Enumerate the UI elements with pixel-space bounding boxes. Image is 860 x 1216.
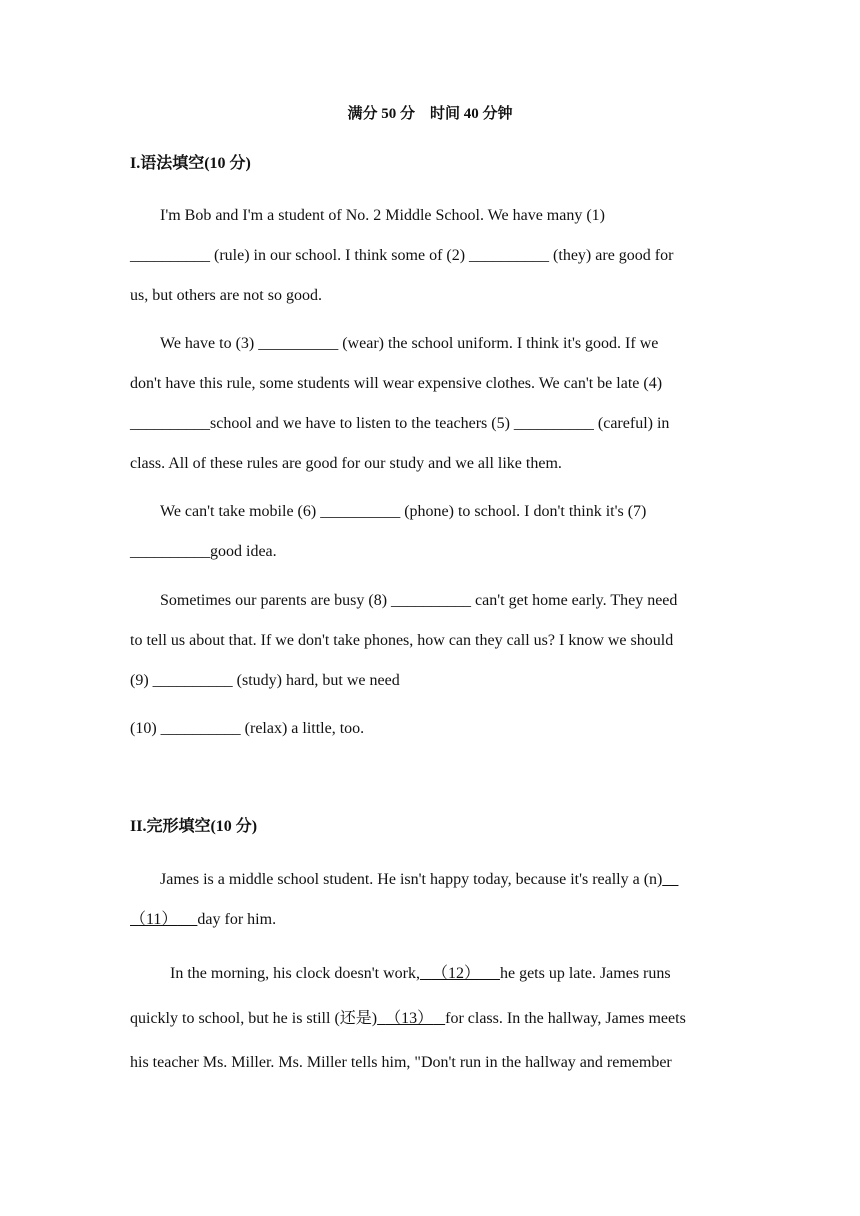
s1-line-11: to tell us about that. If we don't take phones, how can they call us? I know we should bbox=[130, 632, 674, 649]
s1-line-6: __________school and we have to listen to the teachers (5) __________ (careful) in bbox=[130, 415, 670, 432]
score-time-header: 满分 50 分 时间 40 分钟 bbox=[347, 106, 513, 122]
s2-p2-line-1-rest: he gets up late. James runs bbox=[499, 965, 671, 982]
blank-12-lead bbox=[420, 965, 432, 982]
s1-line-9: __________good idea. bbox=[130, 543, 277, 560]
s2-p2-line-1 bbox=[170, 964, 671, 984]
blank-11: （11） bbox=[130, 911, 178, 928]
s2-p2-line-3: his teacher Ms. Miller. Ms. Miller tells him, "Don't run in the hallway and remember bbox=[130, 1054, 672, 1071]
s1-line-12: (9) __________ (study) hard, but we need bbox=[130, 672, 400, 689]
blank-12-tail bbox=[480, 965, 500, 982]
blank-13-lead bbox=[377, 1010, 385, 1027]
blank-11-tail: ​ bbox=[177, 911, 198, 928]
s2-p1-line-1 bbox=[160, 870, 678, 890]
s2-p1-line-1-text: James is a middle school student. He isn't happy today, because it's really a (n) bbox=[160, 871, 663, 888]
blank-11-start: __ bbox=[662, 871, 679, 888]
section-2-title: II.完形填空(10 分) bbox=[130, 818, 258, 835]
s1-line-13: (10) __________ (relax) a little, too. bbox=[130, 720, 365, 737]
s2-p2-line-2-rest: for class. In the hallway, James meets bbox=[445, 1010, 686, 1027]
s1-line-4: We have to (3) __________ (wear) the school uniform. I think it's good. If we bbox=[160, 335, 659, 352]
s2-p1-line-2-rest: day for him. bbox=[197, 911, 277, 928]
s2-p1-line-2 bbox=[130, 910, 276, 930]
s1-line-10: Sometimes our parents are busy (8) __________ can't get home early. They need bbox=[160, 592, 678, 609]
s1-line-3: us, but others are not so good. bbox=[130, 287, 322, 304]
s2-p2-line-2 bbox=[130, 1009, 686, 1029]
blank-12: （12） bbox=[431, 965, 480, 982]
s1-line-5: don't have this rule, some students will wear expensive clothes. We can't be late (4) bbox=[130, 375, 663, 392]
section-1-title: I.语法填空(10 分) bbox=[130, 155, 251, 172]
s1-line-7: class. All of these rules are good for our study and we all like them. bbox=[130, 455, 562, 472]
s2-p2-line-2-text: quickly to school, but he is still (还是) bbox=[130, 1010, 378, 1027]
blank-13-tail bbox=[433, 1010, 445, 1027]
blank-13: （13） bbox=[385, 1010, 434, 1027]
s2-p2-line-1-text: In the morning, his clock doesn't work, bbox=[170, 965, 420, 982]
s1-line-2: __________ (rule) in our school. I think some of (2) __________ (they) are good for bbox=[130, 247, 674, 264]
s1-line-1: I'm Bob and I'm a student of No. 2 Middle School. We have many (1) bbox=[160, 207, 605, 224]
s1-line-8: We can't take mobile (6) __________ (phone) to school. I don't think it's (7) bbox=[160, 503, 647, 520]
